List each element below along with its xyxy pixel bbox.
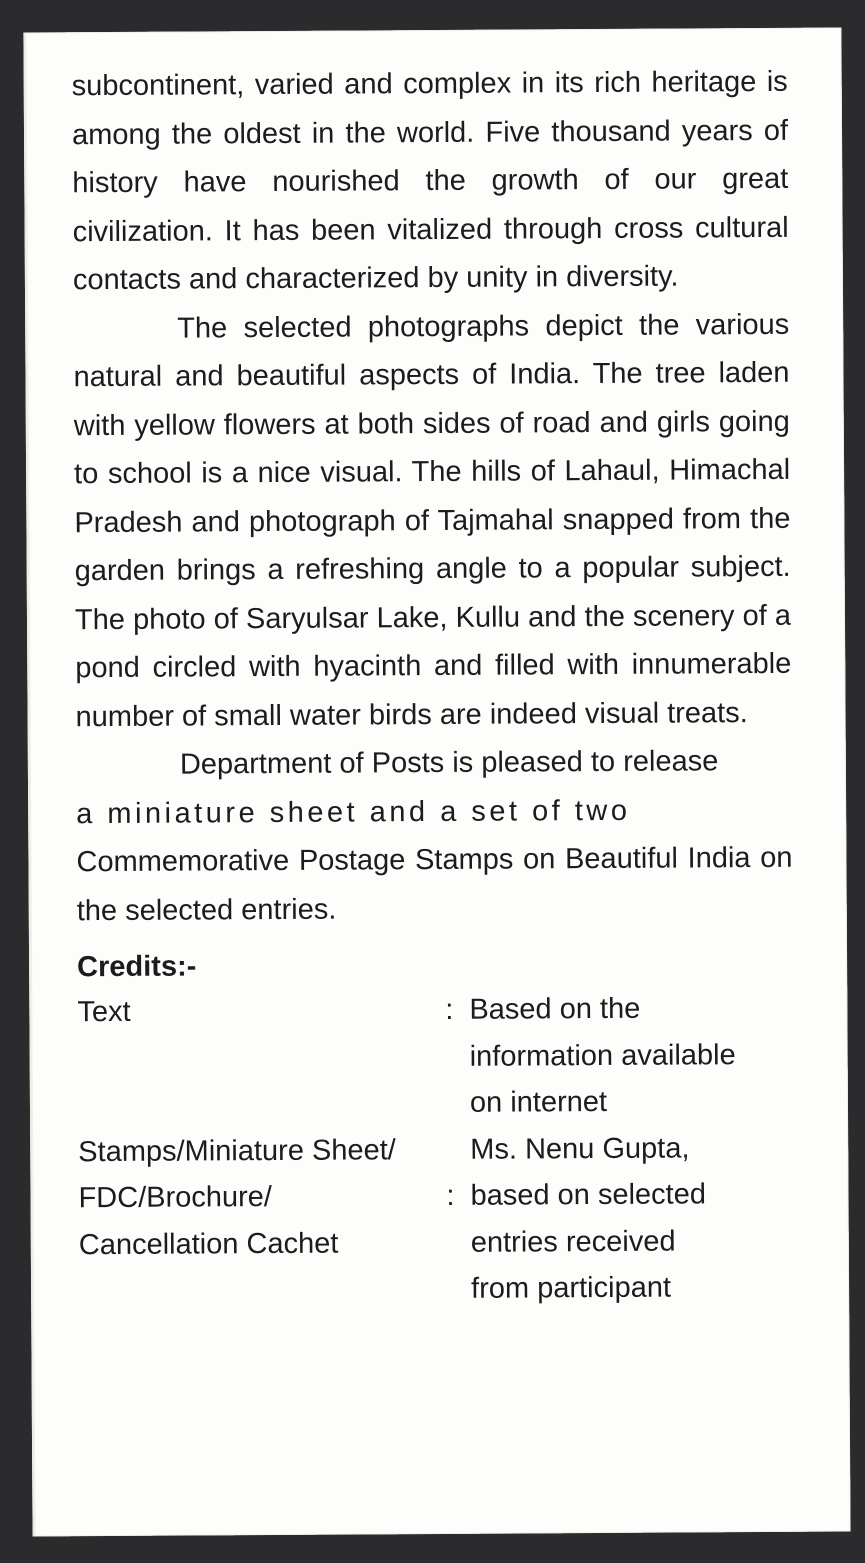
credit-value-line: Ms. Nenu Gupta, <box>470 1131 690 1166</box>
credit-colon-spacer <box>430 1126 470 1173</box>
brochure-text-body <box>72 58 796 1315</box>
release-line-2: a miniature sheet and a set of two <box>76 794 631 830</box>
credit-value-line: entries received <box>470 1225 676 1259</box>
credit-label <box>78 1127 431 1269</box>
credit-value-line: information available <box>469 1038 736 1073</box>
release-paragraph <box>76 737 793 935</box>
credit-value-line: based on selected <box>470 1178 707 1212</box>
credit-value-line: from participant <box>470 1271 672 1305</box>
credits-heading: Credits:- <box>77 950 197 984</box>
release-line-1: Department of Posts is pleased to release <box>179 745 719 781</box>
credit-value-line: on internet <box>469 1085 608 1119</box>
intro-paragraph: subcontinent, varied and complex in its rich heritage is among the oldest in the world. Five thousand years of history have nourished the growth of our great civilization. It has been vitalized through cross cultural contacts and characterized by unity in diversity. <box>71 65 789 297</box>
credit-colon <box>430 1126 471 1219</box>
credit-colon: : <box>445 993 454 1026</box>
credit-label-line: FDC/Brochure/ <box>78 1181 273 1215</box>
credit-value-line: Based on the <box>469 992 641 1026</box>
credit-label-line: Cancellation Cachet <box>78 1227 339 1261</box>
release-line-3: Commemorative Postage Stamps on Beautiful India on the selected entries. <box>76 841 793 927</box>
credit-colon-mark: : <box>446 1179 455 1212</box>
credit-row-design <box>78 1124 795 1314</box>
photographs-paragraph: The selected photographs depict the various natural and beautiful aspects of India. The tree laden with yellow flowers at both sides of road and girls going to school is a nice visual. The hills of Lahaul, Himachal Pradesh and photograph of Tajmahal snapped from the garden brings a refreshing angle to a popular subject. The photo of Saryulsar Lake, Kullu and the scenery of a pond circled with hyacinth and filled with innumerable number of small water birds are indeed visual treats. <box>73 308 792 733</box>
credit-value <box>469 985 794 1126</box>
credit-label-line: Text <box>77 995 131 1029</box>
credit-row-text <box>77 985 794 1129</box>
credit-label-line: Stamps/Miniature Sheet/ <box>78 1133 396 1168</box>
credit-label <box>77 987 429 1036</box>
brochure-page <box>23 28 850 1537</box>
credit-value <box>470 1124 795 1312</box>
